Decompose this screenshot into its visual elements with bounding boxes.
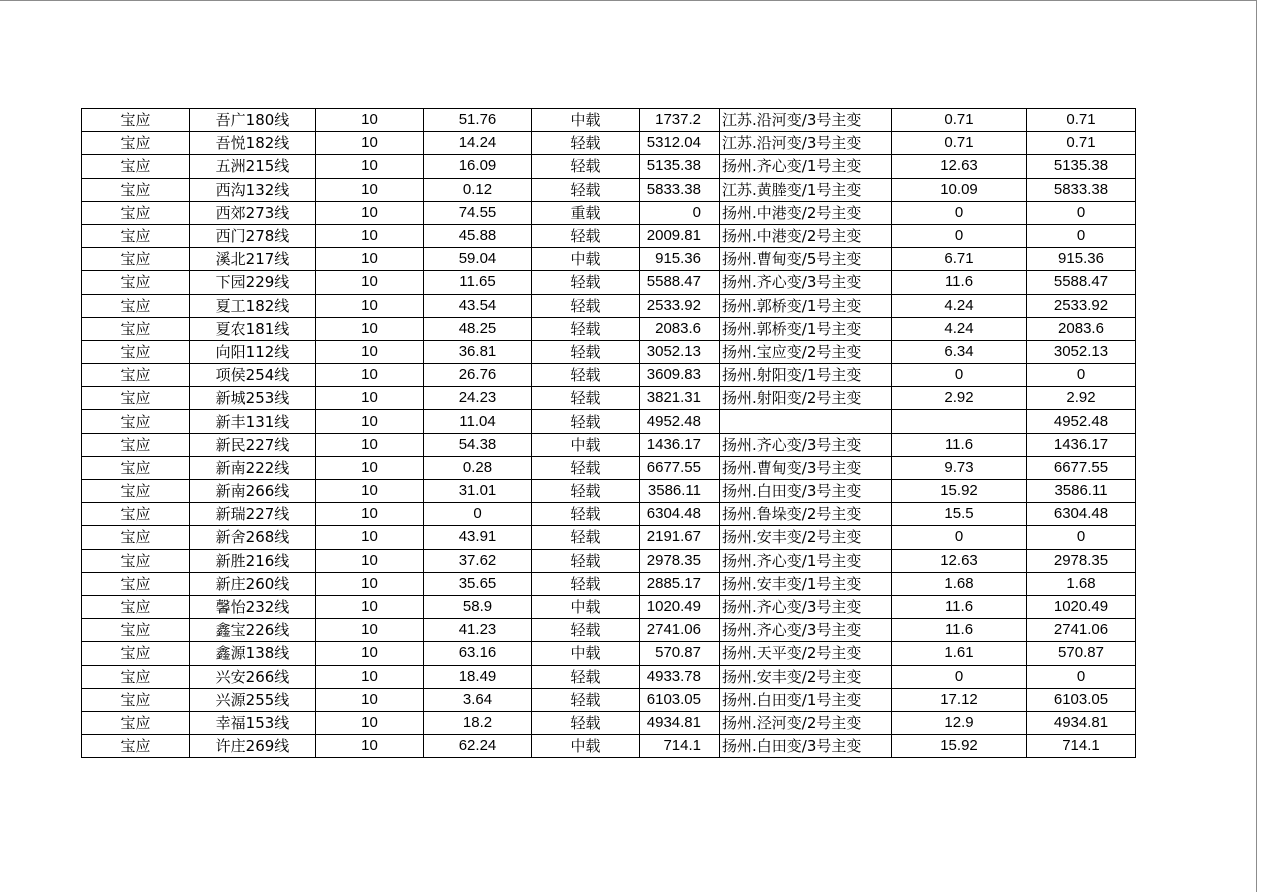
load-status-cell: 中载 — [532, 433, 640, 456]
table-row — [82, 433, 1136, 456]
result-value-cell: 4952.48 — [1027, 410, 1136, 433]
voltage-cell: 10 — [316, 201, 424, 224]
transfer-value-cell: 0 — [892, 526, 1027, 549]
capacity-cell: 3586.11 — [640, 480, 720, 503]
load-rate-cell: 16.09 — [424, 155, 532, 178]
line-name-cell: 新丰131线 — [190, 410, 316, 433]
transfer-value-cell: 15.5 — [892, 503, 1027, 526]
capacity-cell: 6103.05 — [640, 688, 720, 711]
transformer-cell: 扬州.安丰变/2号主变 — [720, 526, 892, 549]
load-status-cell: 轻载 — [532, 387, 640, 410]
result-value-cell: 714.1 — [1027, 735, 1136, 758]
transformer-cell: 江苏.黄塍变/1号主变 — [720, 178, 892, 201]
result-value-cell: 2978.35 — [1027, 549, 1136, 572]
capacity-cell: 2083.6 — [640, 317, 720, 340]
voltage-cell: 10 — [316, 688, 424, 711]
load-rate-cell: 18.2 — [424, 711, 532, 734]
line-name-cell: 吾广180线 — [190, 109, 316, 132]
voltage-cell: 10 — [316, 340, 424, 363]
region-cell: 宝应 — [82, 711, 190, 734]
transfer-value-cell: 11.6 — [892, 271, 1027, 294]
voltage-cell: 10 — [316, 271, 424, 294]
transfer-value-cell: 17.12 — [892, 688, 1027, 711]
transfer-value-cell: 6.71 — [892, 248, 1027, 271]
capacity-cell: 2009.81 — [640, 224, 720, 247]
capacity-cell: 714.1 — [640, 735, 720, 758]
load-rate-cell: 54.38 — [424, 433, 532, 456]
table-row — [82, 224, 1136, 247]
result-value-cell: 0 — [1027, 201, 1136, 224]
transformer-cell: 扬州.齐心变/3号主变 — [720, 595, 892, 618]
result-value-cell: 0 — [1027, 364, 1136, 387]
load-rate-cell: 62.24 — [424, 735, 532, 758]
transformer-cell: 扬州.中港变/2号主变 — [720, 224, 892, 247]
region-cell: 宝应 — [82, 224, 190, 247]
load-rate-cell: 58.9 — [424, 595, 532, 618]
capacity-cell: 3609.83 — [640, 364, 720, 387]
line-name-cell: 新舍268线 — [190, 526, 316, 549]
region-cell: 宝应 — [82, 619, 190, 642]
region-cell: 宝应 — [82, 549, 190, 572]
transformer-cell: 江苏.沿河变/3号主变 — [720, 132, 892, 155]
load-rate-cell: 43.91 — [424, 526, 532, 549]
transformer-cell: 扬州.郭桥变/1号主变 — [720, 294, 892, 317]
load-rate-cell: 51.76 — [424, 109, 532, 132]
table-row — [82, 572, 1136, 595]
load-rate-cell: 43.54 — [424, 294, 532, 317]
load-rate-cell: 18.49 — [424, 665, 532, 688]
load-status-cell: 轻载 — [532, 155, 640, 178]
load-status-cell: 中载 — [532, 248, 640, 271]
load-status-cell: 轻载 — [532, 456, 640, 479]
load-status-cell: 轻载 — [532, 271, 640, 294]
transformer-cell: 扬州.泾河变/2号主变 — [720, 711, 892, 734]
capacity-cell: 2885.17 — [640, 572, 720, 595]
transfer-value-cell: 0.71 — [892, 132, 1027, 155]
load-rate-cell: 59.04 — [424, 248, 532, 271]
voltage-cell: 10 — [316, 711, 424, 734]
line-name-cell: 新城253线 — [190, 387, 316, 410]
voltage-cell: 10 — [316, 572, 424, 595]
capacity-cell: 915.36 — [640, 248, 720, 271]
line-name-cell: 鑫宝226线 — [190, 619, 316, 642]
capacity-cell: 2741.06 — [640, 619, 720, 642]
transfer-value-cell: 0 — [892, 364, 1027, 387]
region-cell: 宝应 — [82, 433, 190, 456]
result-value-cell: 2.92 — [1027, 387, 1136, 410]
region-cell: 宝应 — [82, 480, 190, 503]
table-row — [82, 526, 1136, 549]
line-name-cell: 新胜216线 — [190, 549, 316, 572]
region-cell: 宝应 — [82, 155, 190, 178]
voltage-cell: 10 — [316, 224, 424, 247]
table-row — [82, 294, 1136, 317]
table-row — [82, 619, 1136, 642]
transformer-cell: 扬州.白田变/3号主变 — [720, 735, 892, 758]
result-value-cell: 0.71 — [1027, 109, 1136, 132]
region-cell: 宝应 — [82, 456, 190, 479]
result-value-cell: 5833.38 — [1027, 178, 1136, 201]
load-status-cell: 中载 — [532, 595, 640, 618]
voltage-cell: 10 — [316, 735, 424, 758]
line-name-cell: 溪北217线 — [190, 248, 316, 271]
load-status-cell: 轻载 — [532, 364, 640, 387]
transformer-cell — [720, 410, 892, 433]
load-rate-cell: 48.25 — [424, 317, 532, 340]
transformer-cell: 扬州.宝应变/2号主变 — [720, 340, 892, 363]
region-cell: 宝应 — [82, 294, 190, 317]
voltage-cell: 10 — [316, 480, 424, 503]
transfer-value-cell: 12.9 — [892, 711, 1027, 734]
capacity-cell: 6677.55 — [640, 456, 720, 479]
table-row — [82, 387, 1136, 410]
table-row — [82, 665, 1136, 688]
voltage-cell: 10 — [316, 595, 424, 618]
capacity-cell: 570.87 — [640, 642, 720, 665]
table-row — [82, 340, 1136, 363]
capacity-cell: 0 — [640, 201, 720, 224]
line-name-cell: 新南266线 — [190, 480, 316, 503]
region-cell: 宝应 — [82, 364, 190, 387]
load-status-cell: 轻载 — [532, 711, 640, 734]
line-name-cell: 项侯254线 — [190, 364, 316, 387]
line-name-cell: 新庄260线 — [190, 572, 316, 595]
load-status-cell: 轻载 — [532, 480, 640, 503]
result-value-cell: 5588.47 — [1027, 271, 1136, 294]
load-status-cell: 轻载 — [532, 224, 640, 247]
region-cell: 宝应 — [82, 178, 190, 201]
voltage-cell: 10 — [316, 109, 424, 132]
voltage-cell: 10 — [316, 665, 424, 688]
region-cell: 宝应 — [82, 387, 190, 410]
result-value-cell: 0 — [1027, 665, 1136, 688]
voltage-cell: 10 — [316, 410, 424, 433]
load-status-cell: 轻载 — [532, 317, 640, 340]
voltage-cell: 10 — [316, 178, 424, 201]
transfer-value-cell: 0.71 — [892, 109, 1027, 132]
region-cell: 宝应 — [82, 503, 190, 526]
table-row — [82, 248, 1136, 271]
capacity-cell: 2978.35 — [640, 549, 720, 572]
voltage-cell: 10 — [316, 433, 424, 456]
result-value-cell: 915.36 — [1027, 248, 1136, 271]
capacity-cell: 4952.48 — [640, 410, 720, 433]
voltage-cell: 10 — [316, 503, 424, 526]
load-rate-cell: 63.16 — [424, 642, 532, 665]
region-cell: 宝应 — [82, 642, 190, 665]
region-cell: 宝应 — [82, 201, 190, 224]
line-name-cell: 新民227线 — [190, 433, 316, 456]
load-rate-cell: 41.23 — [424, 619, 532, 642]
capacity-cell: 3821.31 — [640, 387, 720, 410]
result-value-cell: 1436.17 — [1027, 433, 1136, 456]
load-status-cell: 轻载 — [532, 549, 640, 572]
result-value-cell: 1.68 — [1027, 572, 1136, 595]
load-status-cell: 轻载 — [532, 619, 640, 642]
transfer-value-cell: 1.61 — [892, 642, 1027, 665]
load-status-cell: 轻载 — [532, 503, 640, 526]
transfer-value-cell: 12.63 — [892, 155, 1027, 178]
table-row — [82, 735, 1136, 758]
line-name-cell: 西沟132线 — [190, 178, 316, 201]
transfer-value-cell: 0 — [892, 224, 1027, 247]
region-cell: 宝应 — [82, 526, 190, 549]
line-name-cell: 夏农181线 — [190, 317, 316, 340]
transformer-cell: 扬州.齐心变/3号主变 — [720, 271, 892, 294]
table-row — [82, 549, 1136, 572]
capacity-cell: 1020.49 — [640, 595, 720, 618]
line-name-cell: 兴源255线 — [190, 688, 316, 711]
result-value-cell: 0 — [1027, 526, 1136, 549]
voltage-cell: 10 — [316, 294, 424, 317]
table-row — [82, 178, 1136, 201]
transformer-cell: 扬州.齐心变/1号主变 — [720, 155, 892, 178]
capacity-cell: 6304.48 — [640, 503, 720, 526]
transfer-value-cell: 15.92 — [892, 480, 1027, 503]
voltage-cell: 10 — [316, 387, 424, 410]
load-rate-cell: 74.55 — [424, 201, 532, 224]
voltage-cell: 10 — [316, 364, 424, 387]
voltage-cell: 10 — [316, 456, 424, 479]
load-status-cell: 轻载 — [532, 572, 640, 595]
load-status-cell: 中载 — [532, 642, 640, 665]
transformer-cell: 扬州.射阳变/1号主变 — [720, 364, 892, 387]
line-name-cell: 西郊273线 — [190, 201, 316, 224]
transformer-cell: 扬州.天平变/2号主变 — [720, 642, 892, 665]
load-status-cell: 轻载 — [532, 688, 640, 711]
transfer-value-cell: 2.92 — [892, 387, 1027, 410]
result-value-cell: 3586.11 — [1027, 480, 1136, 503]
load-status-cell: 轻载 — [532, 665, 640, 688]
transfer-value-cell: 15.92 — [892, 735, 1027, 758]
load-status-cell: 轻载 — [532, 178, 640, 201]
capacity-cell: 1436.17 — [640, 433, 720, 456]
transformer-cell: 扬州.白田变/1号主变 — [720, 688, 892, 711]
voltage-cell: 10 — [316, 619, 424, 642]
transfer-value-cell: 1.68 — [892, 572, 1027, 595]
load-rate-cell: 24.23 — [424, 387, 532, 410]
line-name-cell: 馨怡232线 — [190, 595, 316, 618]
load-rate-cell: 11.04 — [424, 410, 532, 433]
table-row — [82, 109, 1136, 132]
transfer-value-cell: 4.24 — [892, 317, 1027, 340]
line-name-cell: 向阳112线 — [190, 340, 316, 363]
load-status-cell: 轻载 — [532, 132, 640, 155]
data-table — [81, 108, 1136, 758]
region-cell: 宝应 — [82, 688, 190, 711]
load-rate-cell: 14.24 — [424, 132, 532, 155]
capacity-cell: 5312.04 — [640, 132, 720, 155]
voltage-cell: 10 — [316, 155, 424, 178]
region-cell: 宝应 — [82, 595, 190, 618]
table-row — [82, 201, 1136, 224]
transfer-value-cell: 6.34 — [892, 340, 1027, 363]
line-name-cell: 吾悦182线 — [190, 132, 316, 155]
load-rate-cell: 26.76 — [424, 364, 532, 387]
capacity-cell: 5135.38 — [640, 155, 720, 178]
transformer-cell: 扬州.齐心变/1号主变 — [720, 549, 892, 572]
table-row — [82, 688, 1136, 711]
table-row — [82, 132, 1136, 155]
capacity-cell: 1737.2 — [640, 109, 720, 132]
transfer-value-cell: 10.09 — [892, 178, 1027, 201]
transfer-value-cell: 11.6 — [892, 433, 1027, 456]
line-name-cell: 西门278线 — [190, 224, 316, 247]
transformer-cell: 扬州.白田变/3号主变 — [720, 480, 892, 503]
transformer-cell: 扬州.齐心变/3号主变 — [720, 619, 892, 642]
region-cell: 宝应 — [82, 132, 190, 155]
result-value-cell: 2741.06 — [1027, 619, 1136, 642]
transformer-cell: 扬州.曹甸变/5号主变 — [720, 248, 892, 271]
transfer-value-cell: 11.6 — [892, 619, 1027, 642]
line-name-cell: 许庄269线 — [190, 735, 316, 758]
result-value-cell: 570.87 — [1027, 642, 1136, 665]
capacity-cell: 5833.38 — [640, 178, 720, 201]
load-status-cell: 轻载 — [532, 410, 640, 433]
capacity-cell: 5588.47 — [640, 271, 720, 294]
table-row — [82, 155, 1136, 178]
region-cell: 宝应 — [82, 248, 190, 271]
transformer-cell: 扬州.射阳变/2号主变 — [720, 387, 892, 410]
transformer-cell: 扬州.鲁垛变/2号主变 — [720, 503, 892, 526]
line-name-cell: 新瑞227线 — [190, 503, 316, 526]
transformer-cell: 扬州.曹甸变/3号主变 — [720, 456, 892, 479]
voltage-cell: 10 — [316, 642, 424, 665]
result-value-cell: 0.71 — [1027, 132, 1136, 155]
load-rate-cell: 0.12 — [424, 178, 532, 201]
transformer-cell: 扬州.齐心变/3号主变 — [720, 433, 892, 456]
table-row — [82, 456, 1136, 479]
transfer-value-cell: 11.6 — [892, 595, 1027, 618]
capacity-cell: 4933.78 — [640, 665, 720, 688]
load-status-cell: 中载 — [532, 735, 640, 758]
load-rate-cell: 31.01 — [424, 480, 532, 503]
table-row — [82, 711, 1136, 734]
region-cell: 宝应 — [82, 410, 190, 433]
line-name-cell: 下园229线 — [190, 271, 316, 294]
line-name-cell: 新南222线 — [190, 456, 316, 479]
region-cell: 宝应 — [82, 735, 190, 758]
line-name-cell: 夏工182线 — [190, 294, 316, 317]
result-value-cell: 5135.38 — [1027, 155, 1136, 178]
result-value-cell: 6304.48 — [1027, 503, 1136, 526]
transfer-value-cell: 4.24 — [892, 294, 1027, 317]
load-rate-cell: 36.81 — [424, 340, 532, 363]
load-rate-cell: 0.28 — [424, 456, 532, 479]
region-cell: 宝应 — [82, 665, 190, 688]
voltage-cell: 10 — [316, 526, 424, 549]
table-row — [82, 317, 1136, 340]
capacity-cell: 4934.81 — [640, 711, 720, 734]
result-value-cell: 6103.05 — [1027, 688, 1136, 711]
region-cell: 宝应 — [82, 271, 190, 294]
table-row — [82, 364, 1136, 387]
table-row — [82, 595, 1136, 618]
result-value-cell: 3052.13 — [1027, 340, 1136, 363]
result-value-cell: 4934.81 — [1027, 711, 1136, 734]
transformer-cell: 扬州.安丰变/2号主变 — [720, 665, 892, 688]
transfer-value-cell: 12.63 — [892, 549, 1027, 572]
load-status-cell: 轻载 — [532, 294, 640, 317]
transformer-cell: 扬州.安丰变/1号主变 — [720, 572, 892, 595]
voltage-cell: 10 — [316, 549, 424, 572]
table-row — [82, 503, 1136, 526]
capacity-cell: 2191.67 — [640, 526, 720, 549]
load-rate-cell: 37.62 — [424, 549, 532, 572]
line-name-cell: 兴安266线 — [190, 665, 316, 688]
region-cell: 宝应 — [82, 572, 190, 595]
table-row — [82, 271, 1136, 294]
voltage-cell: 10 — [316, 317, 424, 340]
line-name-cell: 五洲215线 — [190, 155, 316, 178]
load-rate-cell: 11.65 — [424, 271, 532, 294]
region-cell: 宝应 — [82, 340, 190, 363]
load-status-cell: 重载 — [532, 201, 640, 224]
transformer-cell: 扬州.中港变/2号主变 — [720, 201, 892, 224]
load-status-cell: 轻载 — [532, 526, 640, 549]
region-cell: 宝应 — [82, 109, 190, 132]
result-value-cell: 6677.55 — [1027, 456, 1136, 479]
line-name-cell: 鑫源138线 — [190, 642, 316, 665]
region-cell: 宝应 — [82, 317, 190, 340]
load-rate-cell: 35.65 — [424, 572, 532, 595]
line-name-cell: 幸福153线 — [190, 711, 316, 734]
load-rate-cell: 45.88 — [424, 224, 532, 247]
load-rate-cell: 0 — [424, 503, 532, 526]
table-row — [82, 410, 1136, 433]
load-status-cell: 中载 — [532, 109, 640, 132]
transfer-value-cell — [892, 410, 1027, 433]
load-rate-cell: 3.64 — [424, 688, 532, 711]
table-row — [82, 480, 1136, 503]
voltage-cell: 10 — [316, 248, 424, 271]
transfer-value-cell: 0 — [892, 665, 1027, 688]
voltage-cell: 10 — [316, 132, 424, 155]
result-value-cell: 1020.49 — [1027, 595, 1136, 618]
transformer-cell: 扬州.郭桥变/1号主变 — [720, 317, 892, 340]
transfer-value-cell: 9.73 — [892, 456, 1027, 479]
capacity-cell: 2533.92 — [640, 294, 720, 317]
capacity-cell: 3052.13 — [640, 340, 720, 363]
result-value-cell: 2083.6 — [1027, 317, 1136, 340]
table-row — [82, 642, 1136, 665]
transfer-value-cell: 0 — [892, 201, 1027, 224]
transformer-cell: 江苏.沿河变/3号主变 — [720, 109, 892, 132]
table-body — [82, 109, 1136, 758]
result-value-cell: 0 — [1027, 224, 1136, 247]
load-status-cell: 轻载 — [532, 340, 640, 363]
result-value-cell: 2533.92 — [1027, 294, 1136, 317]
